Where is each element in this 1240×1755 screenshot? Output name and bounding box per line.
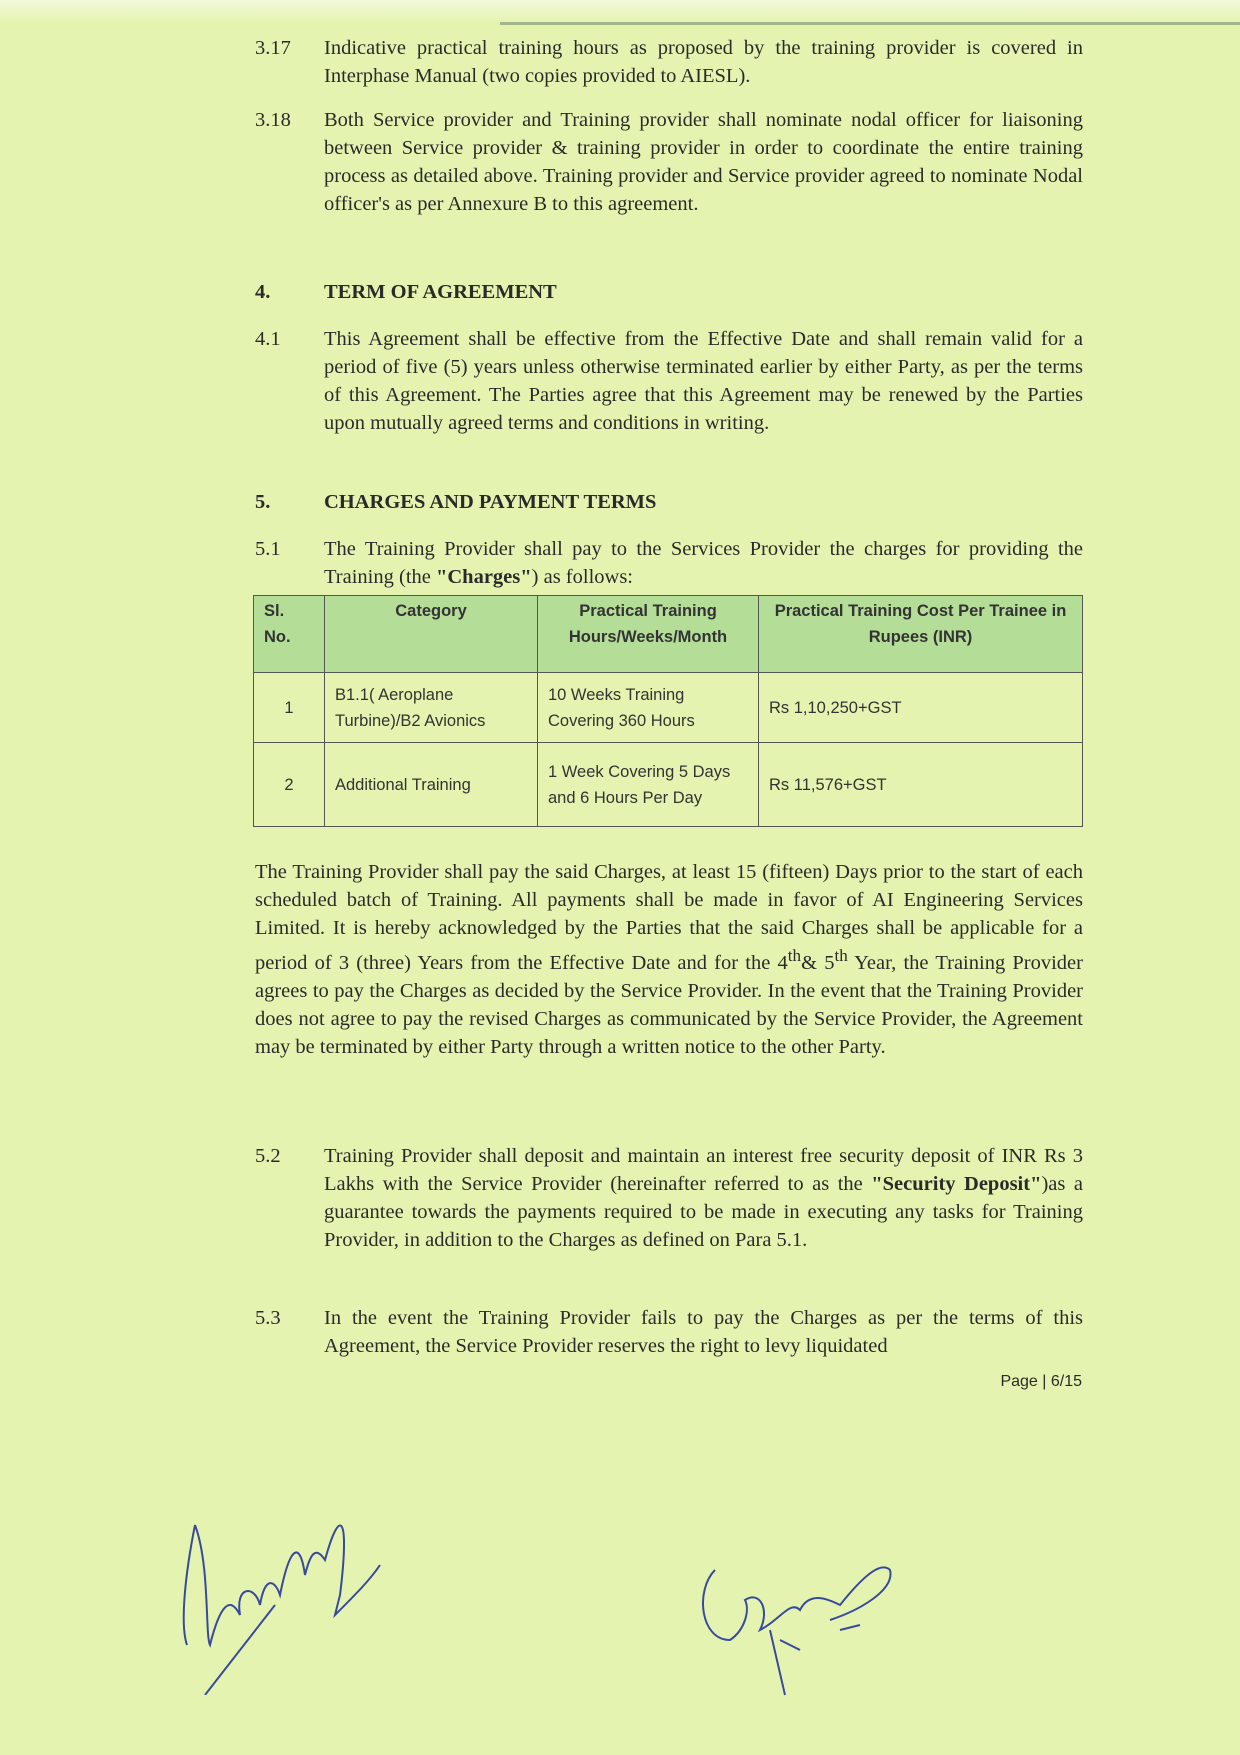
clause-5-3 [255,1304,1083,1360]
clause-text: Both Service provider and Training provider shall nominate nodal officer for liaisoning between Service provider & training provider in order to coordinate the entire training process as detailed above. Training provider and Service provider agreed to nominate Nodal officer's as per Annexure B to this agreement. [324,109,1083,215]
cell-cost: Rs 11,576+GST [759,743,1083,827]
clause-number: 3.18 [255,109,291,131]
defined-term: "Security Deposit" [871,1173,1042,1195]
signature-left [165,1485,395,1695]
section-title: CHARGES AND PAYMENT TERMS [324,491,657,513]
text: Training Provider shall deposit and maintain an interest free security deposit of INR Rs 3 Lakhs with the Service Provider (hereinafter referred to as the [324,1145,1083,1195]
cell-hours: 1 Week Covering 5 Days and 6 Hours Per Day [538,743,759,827]
page-number: Page | 6/15 [1000,1373,1082,1390]
clause-3-18 [255,106,1083,218]
defined-term: "Charges" [436,566,532,588]
clause-3-17 [255,34,1083,90]
header-cost: Practical Training Cost Per Trainee in Rupees (INR) [759,596,1083,673]
cell-category: B1.1( Aeroplane Turbine)/B2 Avionics [325,673,538,743]
text: & 5 [801,951,835,974]
clause-4-1 [255,325,1083,437]
clause-number: 5.3 [255,1307,281,1329]
clause-text: In the event the Training Provider fails to pay the Charges as per the terms of this Agreement, the Service Provider reserves the right to levy liquidated [324,1307,1083,1357]
clause-text [324,535,1083,591]
clause-text [324,1142,1083,1254]
text: )as a guarantee towards the payments required to be made in executing any tasks for Training Provider, in addition to the Charges as defined on Para 5.1. [324,1173,1083,1251]
clause-5-2 [255,1142,1083,1254]
section-title: TERM OF AGREEMENT [324,281,557,303]
text: The Training Provider shall pay the said Charges, at least 15 (fifteen) Days prior to the start of each scheduled batch of Training. All payments shall be made in favor of AI Engineering Services Limited. It is hereby acknowledged by the Parties that the said Charges shall be applicable for a period of 3 (three) Years from the Effective Date and for the 4 [255,861,1083,974]
section-number: 5. [255,491,271,513]
clause-5-1 [255,535,1083,591]
cell-category: Additional Training [325,743,538,827]
table-row [254,673,1083,743]
cell-sl-no: 2 [254,743,325,827]
clause-number: 5.1 [255,538,281,560]
table-header-row [254,596,1083,673]
signature-right [690,1530,920,1700]
cell-hours: 10 Weeks Training Covering 360 Hours [538,673,759,743]
header-category: Category [325,596,538,673]
section-number: 4. [255,281,271,303]
cell-cost: Rs 1,10,250+GST [759,673,1083,743]
text: The Training Provider shall pay to the Services Provider the charges for providing the Training (the [324,538,1083,588]
clause-text: Indicative practical training hours as proposed by the training provider is covered in Interphase Manual (two copies provided to AIESL). [324,37,1083,87]
payment-terms-paragraph [255,858,1083,1061]
charges-table [253,595,1083,827]
section-5-heading [255,488,1083,516]
clause-number: 4.1 [255,328,281,350]
section-4-heading [255,278,1083,306]
scan-top-edge [0,0,1240,22]
clause-text: This Agreement shall be effective from the Effective Date and shall remain valid for a period of five (5) years unless otherwise terminated earlier by either Party, as per the terms of this Agreement. The Parties agree that this Agreement may be renewed by the Parties upon mutually agreed terms and conditions in writing. [324,328,1083,434]
text: ) as follows: [531,566,634,588]
clause-number: 3.17 [255,37,291,59]
table-row [254,743,1083,827]
clause-number: 5.2 [255,1145,281,1167]
header-hours: Practical Training Hours/Weeks/Month [538,596,759,673]
text: Year, the Training Provider agrees to pay the Charges as decided by the Service Provider. In the event that the Training Provider does not agree to pay the revised Charges as communicated by the Service Provider, the Agreement may be terminated by either Party through a written notice to the other Party. [255,951,1083,1058]
superscript: th [834,946,848,965]
scan-fold-line [500,22,1240,25]
header-sl-no: Sl. No. [254,596,325,673]
superscript: th [787,946,802,965]
cell-sl-no: 1 [254,673,325,743]
